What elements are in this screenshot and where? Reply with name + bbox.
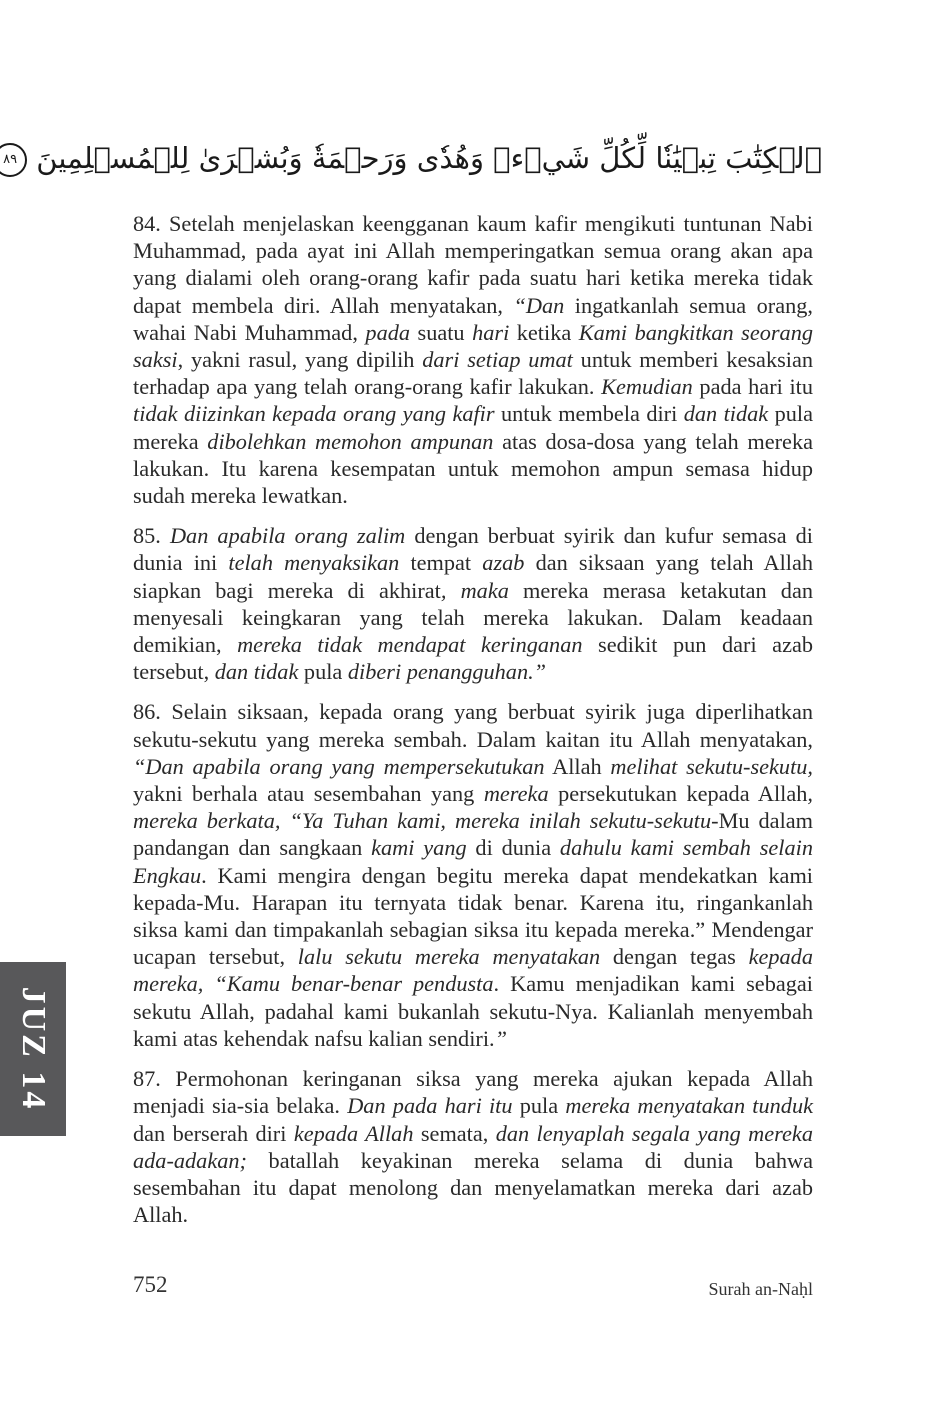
- translation-text: diberi penangguhan.”: [347, 659, 547, 685]
- commentary-text: sedikit pun dari azab tersebut,: [133, 632, 814, 685]
- commentary-text: atas dosa-dosa yang telah mereka lakukan. Itu karena kesempatan untuk memohon ampun semasa hidup sudah mereka lewatkan.: [133, 428, 813, 509]
- translation-text: , mereka berkata, “Ya Tuhan kami, mereka inilah sekutu-sekutu: [133, 781, 813, 834]
- translation-text: dari setiap umat: [422, 347, 573, 373]
- commentary-paragraph: [133, 522, 813, 685]
- commentary-text: dengan tegas: [600, 944, 749, 970]
- commentary-text: persekutukan kepada Allah: [548, 781, 808, 807]
- commentary-text: di dunia: [466, 835, 560, 861]
- commentary-text: , yakni rasul, yang dipilih: [177, 347, 423, 373]
- translation-text: kepada Allah: [293, 1120, 414, 1146]
- commentary-text: ingatkanlah semua orang, wahai Nabi Muhammad,: [133, 292, 813, 345]
- commentary-paragraph: [133, 698, 813, 1052]
- commentary-text: ketika: [509, 319, 579, 345]
- commentary-text: pula: [298, 659, 348, 685]
- commentary-text: untuk memberi kesaksian terhadap apa yang telah orang-orang kafir lakukan.: [133, 347, 814, 400]
- translation-text: Dan apabila orang zalim: [169, 523, 406, 549]
- commentary-text: Permohonan keringanan siksa yang mereka ajukan kepada Allah menjadi sia-sia belaka.: [133, 1066, 813, 1119]
- juz-label: JUZ 14: [15, 986, 52, 1112]
- translation-text: pada: [365, 319, 411, 345]
- translation-text: dan tidak: [214, 659, 299, 685]
- commentary-text: pula mereka: [133, 401, 813, 454]
- commentary-text: pada hari itu: [692, 374, 814, 400]
- commentary-text: batallah keyakinan mereka selama di dunia bahwa sesembahan itu dapat menolong dan menyelamatkan mereka dari azab Allah.: [133, 1147, 813, 1228]
- verse-number: 84.: [133, 211, 161, 236]
- commentary-text: [161, 523, 170, 548]
- commentary-text: dan berserah diri: [133, 1120, 294, 1146]
- commentary-text: . Kami mengira dengan begitu mereka dapat mendekatkan kami kepada-Mu. Harapan itu ternyata tidak benar. Karena itu, ringankanlah siksa kami dan timpakanlah sebagian siksa itu kepada mereka.” Mendengar ucapan tersebut,: [133, 862, 813, 970]
- translation-text: ”: [494, 1025, 507, 1051]
- commentary-text: suatu: [410, 319, 473, 345]
- translation-text: dibolehkan memohon ampunan: [207, 428, 494, 454]
- translation-text: Kemudian: [601, 374, 693, 400]
- commentary-text: semata,: [413, 1120, 496, 1146]
- translation-text: tidak diizinkan kepada orang yang kafir: [133, 401, 495, 427]
- translation-text: , maka: [440, 577, 509, 603]
- commentary-text: tempat: [399, 550, 483, 576]
- commentary-body: [133, 210, 813, 1228]
- translation-text: mereka menyatakan tunduk: [565, 1093, 813, 1119]
- translation-text: dahulu kami sembah selain Engkau: [133, 835, 813, 888]
- commentary-text: Setelah menjelaskan keengganan kaum kafir mengikuti tuntunan Nabi Muhammad, pada ayat ini Allah memperingatkan semua orang akan apa yang dialami oleh orang-orang kafir pada suatu hari ketika mereka tidak dapat membela diri. Allah menyatakan,: [133, 211, 813, 318]
- verse-number: 87.: [133, 1066, 161, 1092]
- translation-text: azab: [482, 550, 525, 576]
- commentary-text: yakni berhala atau sesembahan yang: [133, 781, 484, 807]
- translation-text: lalu sekutu mereka menyatakan: [297, 944, 601, 970]
- translation-text: “Dan apabila orang yang mempersekutukan: [133, 753, 545, 779]
- commentary-text: Selain siksaan, kepada orang yang berbuat syirik juga diperlihatkan sekutu-sekutu yang mereka sembah. Dalam kaitan itu Allah menyatakan,: [133, 699, 813, 752]
- arabic-verse-text: ٱلۡكِتَٰبَ تِبۡيَٰنٗا لِّكُلِّ شَيۡءٖ وَهُدٗى وَرَحۡمَةٗ وَبُشۡرَىٰ لِلۡمُسۡلِمِينَ: [36, 141, 822, 175]
- ayah-number-marker: ٨٩: [0, 143, 27, 177]
- translation-text: mereka: [483, 781, 549, 807]
- translation-text: Dan pada hari itu: [347, 1093, 513, 1119]
- commentary-paragraph: [133, 1065, 813, 1228]
- page-number: 752: [133, 1272, 168, 1297]
- juz-side-tab: [0, 962, 66, 1136]
- commentary-paragraph: [133, 210, 813, 509]
- translation-text: dan lenyaplah segala yang mereka ada-adakan;: [133, 1120, 813, 1173]
- commentary-text: pula: [512, 1093, 566, 1119]
- verse-number: 85.: [133, 523, 161, 549]
- translation-text: dan tidak: [683, 401, 769, 427]
- running-title: Surah an-Naḥl: [708, 1279, 813, 1299]
- translation-text: “Dan: [513, 292, 565, 318]
- translation-text: telah menyaksikan: [228, 550, 400, 576]
- commentary-text: untuk membela diri: [494, 401, 684, 427]
- arabic-verse-line: [3, 130, 822, 186]
- commentary-text: -Mu dalam pandangan dan sangkaan: [133, 808, 814, 861]
- translation-text: hari: [472, 319, 510, 345]
- commentary-text: mereka merasa ketakutan dan menyesali keingkaran yang telah mereka lakukan. Dalam keadaan demikian,: [133, 577, 813, 658]
- commentary-text: Allah: [544, 753, 611, 779]
- verse-number: 86.: [133, 699, 161, 725]
- commentary-text: dan siksaan yang telah Allah siapkan bagi mereka di akhirat: [133, 550, 814, 603]
- translation-text: mereka tidak mendapat keringanan: [237, 632, 583, 658]
- translation-text: kami yang: [371, 835, 467, 861]
- commentary-text: dengan berbuat syirik dan kufur semasa di dunia ini: [133, 523, 814, 576]
- translation-text: kepada mereka, “Kamu benar-benar pendusta: [133, 944, 813, 997]
- translation-text: melihat sekutu-sekutu,: [610, 753, 813, 779]
- translation-text: Kami bangkitkan seorang saksi: [133, 319, 813, 373]
- commentary-text: . Kamu menjadikan kami sebagai sekutu Allah, padahal kami bukanlah sekutu-Nya. Kalianlah menyembah kami atas kehendak nafsu kalian sendiri.: [133, 971, 813, 1051]
